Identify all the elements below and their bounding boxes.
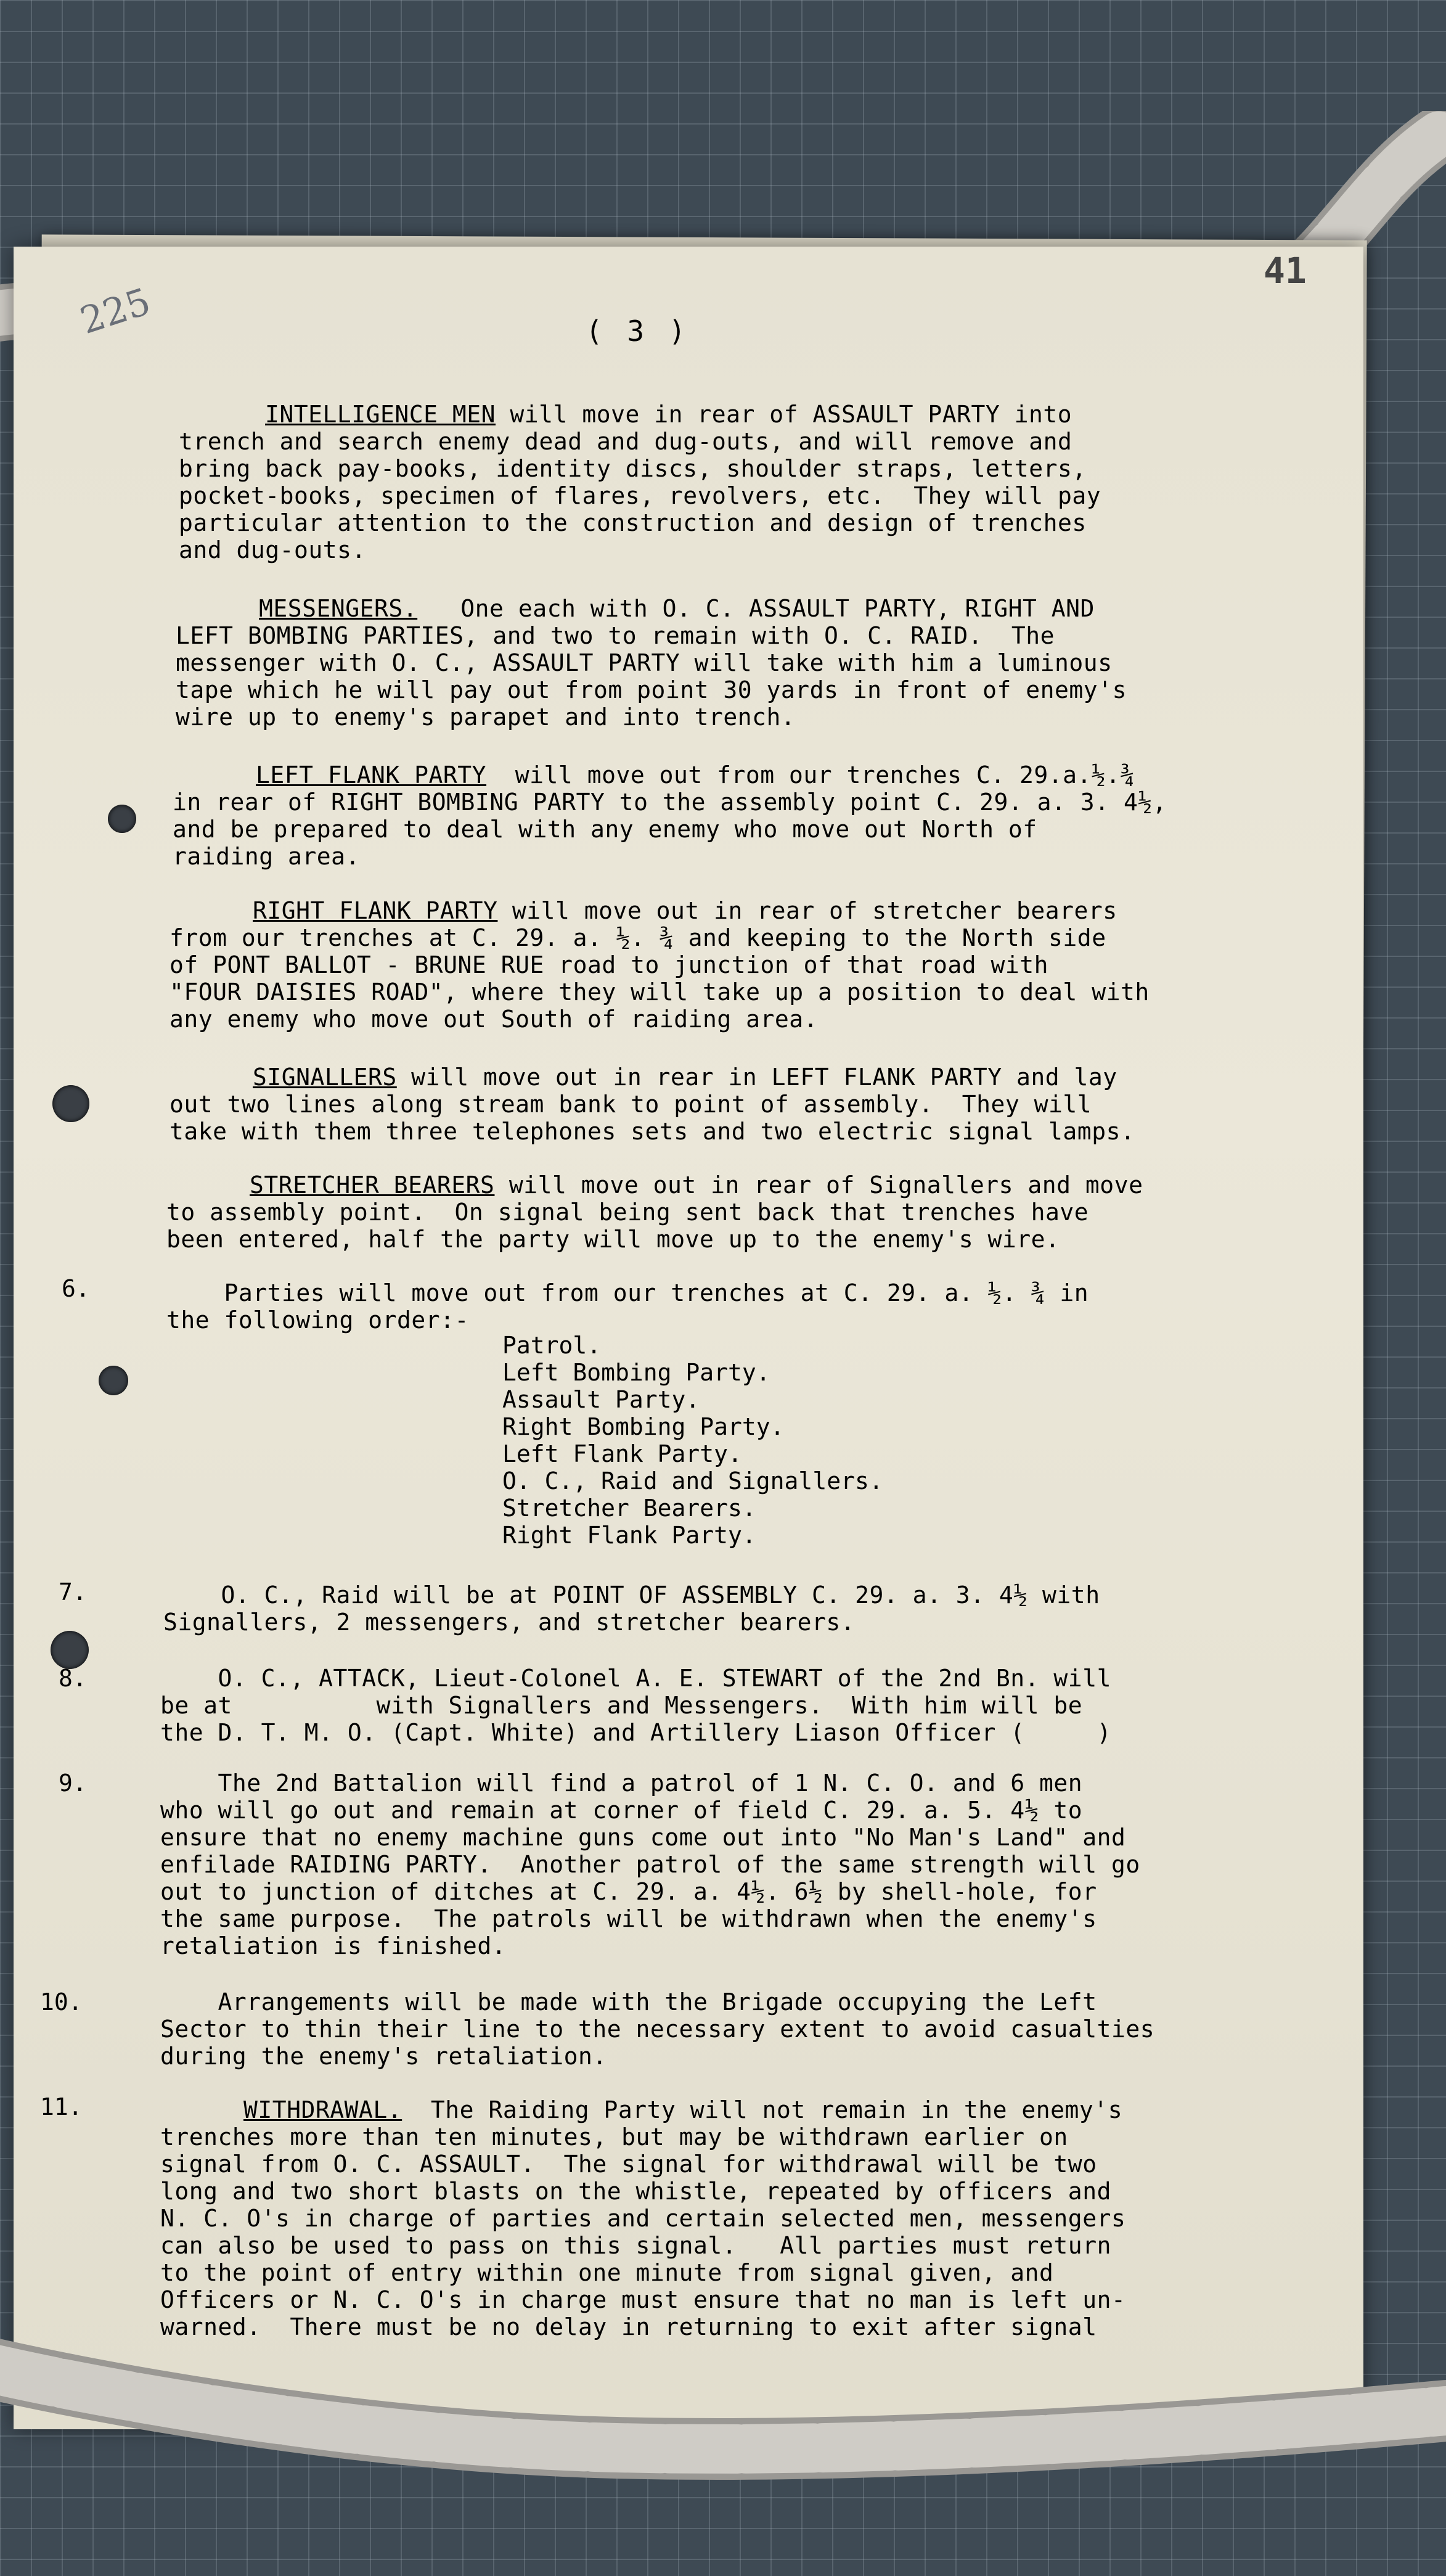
stamp-number: 225 <box>75 280 156 343</box>
order-item: Assault Party. <box>502 1386 700 1413</box>
paragraph-9: The 2nd Battalion will find a patrol of 1 N. C. O. and 6 men who will go out and remain at corner of field C. 29. a. 5. 4½ to ensure that no enemy machine guns come out into "No Man's Land" and enfilade RAIDING PARTY. Another patrol of the same strength will go out to junction of ditches at C. 29. a. 4½. 6½ by shell-hole, for the same purpose. The patrols will be withdrawn when the enemy's retaliation is finished. <box>160 1770 1140 1959</box>
paragraph-right-flank-party: RIGHT FLANK PARTY will move out in rear of stretcher bearers from our trenches at C. 29. a. ½. ¾ and keeping to the North side of PONT BALLOT - BRUNE RUE road to junction of that road with "FOUR DAISIES ROAD", where they will take up a position to deal with any enemy who move out South of raiding area. <box>170 897 1150 1033</box>
order-item: O. C., Raid and Signallers. <box>502 1467 883 1495</box>
paragraph-signallers: SIGNALLERS will move out in rear in LEFT FLANK PARTY and lay out two lines along stream bank to point of assembly. They will take with them three telephones sets and two electric signal lamps. <box>170 1064 1135 1145</box>
paragraph-stretcher-bearers: STRETCHER BEARERS will move out in rear of Signallers and move to assembly point. On signal being sent back that trenches have been entered, half the party will move up to the enemy's wire. <box>166 1171 1143 1253</box>
paragraph-number: 9. <box>59 1770 87 1797</box>
order-item: Right Bombing Party. <box>502 1413 785 1440</box>
heading-right-flank-party: RIGHT FLANK PARTY <box>253 897 498 924</box>
order-of-march-list <box>502 1332 883 1549</box>
paragraph-8: O. C., ATTACK, Lieut-Colonel A. E. STEWART of the 2nd Bn. will be at with Signallers and Messengers. With him will be the D. T. M. O. (Capt. White) and Artillery Liason Officer ( ) <box>160 1665 1111 1746</box>
paragraph-7: O. C., Raid will be at POINT OF ASSEMBLY C. 29. a. 3. 4½ with Signallers, 2 messengers, and stretcher bearers. <box>163 1581 1100 1636</box>
punch-hole <box>52 1085 89 1122</box>
paragraph-number: 11. <box>40 2093 83 2120</box>
paragraph-10: Arrangements will be made with the Brigade occupying the Left Sector to thin their line to the necessary extent to avoid casualties during the enemy's retaliation. <box>160 1988 1155 2070</box>
page-number: ( 3 ) <box>586 314 690 348</box>
heading-messengers: MESSENGERS. <box>259 595 418 622</box>
paragraph-intelligence-men: INTELLIGENCE MEN will move in rear of ASSAULT PARTY into trench and search enemy dead and dug-outs, and will remove and bring back pay-books, identity discs, shoulder straps, letters, pocket-books, specimen of flares, revolvers, etc. They will pay particular attention to the construction and design of trenches and dug-outs. <box>179 401 1101 564</box>
paragraph-number: 8. <box>59 1665 87 1692</box>
order-item: Stretcher Bearers. <box>502 1495 756 1522</box>
heading-intelligence-men: INTELLIGENCE MEN <box>265 401 496 428</box>
folio-number: 41 <box>1264 250 1307 292</box>
heading-left-flank-party: LEFT FLANK PARTY <box>256 761 487 789</box>
order-item: Right Flank Party. <box>502 1522 756 1549</box>
paragraph-6: Parties will move out from our trenches at C. 29. a. ½. ¾ in the following order:- <box>166 1279 1089 1334</box>
paragraph-left-flank-party: LEFT FLANK PARTY will move out from our trenches C. 29.a.½.¾ in rear of RIGHT BOMBING PARTY to the assembly point C. 29. a. 3. 4½, and be prepared to deal with any enemy who move out North of raiding area. <box>173 761 1167 870</box>
punch-hole <box>99 1366 128 1395</box>
punch-hole <box>108 805 136 833</box>
paragraph-11-withdrawal: WITHDRAWAL. The Raiding Party will not remain in the enemy's trenches more than ten minutes, but may be withdrawn earlier on signal from O. C. ASSAULT. The signal for withdrawal will be two long and two short blasts on the whistle, repeated by officers and N. C. O's in charge of parties and certain selected men, messengers can also be used to pass on this signal. All parties must return to the point of entry within one minute from signal given, and Officers or N. C. O's in charge must ensure that no man is left un- warned. There must be no delay in returning to exit after signal <box>160 2096 1126 2340</box>
heading-stretcher-bearers: STRETCHER BEARERS <box>250 1171 495 1199</box>
punch-hole <box>51 1631 89 1669</box>
paragraph-number: 10. <box>40 1988 83 2016</box>
paragraph-messengers: MESSENGERS. One each with O. C. ASSAULT PARTY, RIGHT AND LEFT BOMBING PARTIES, and two to remain with O. C. RAID. The messenger with O. C., ASSAULT PARTY will take with him a luminous tape which he will pay out from point 30 yards in front of enemy's wire up to enemy's parapet and into trench. <box>176 595 1127 731</box>
heading-withdrawal: WITHDRAWAL. <box>243 2096 402 2123</box>
paragraph-number: 7. <box>59 1578 87 1606</box>
order-item: Left Flank Party. <box>502 1440 742 1467</box>
order-item: Left Bombing Party. <box>502 1359 770 1386</box>
heading-signallers: SIGNALLERS <box>253 1064 397 1091</box>
order-item: Patrol. <box>502 1332 602 1359</box>
paragraph-number: 6. <box>62 1275 90 1302</box>
